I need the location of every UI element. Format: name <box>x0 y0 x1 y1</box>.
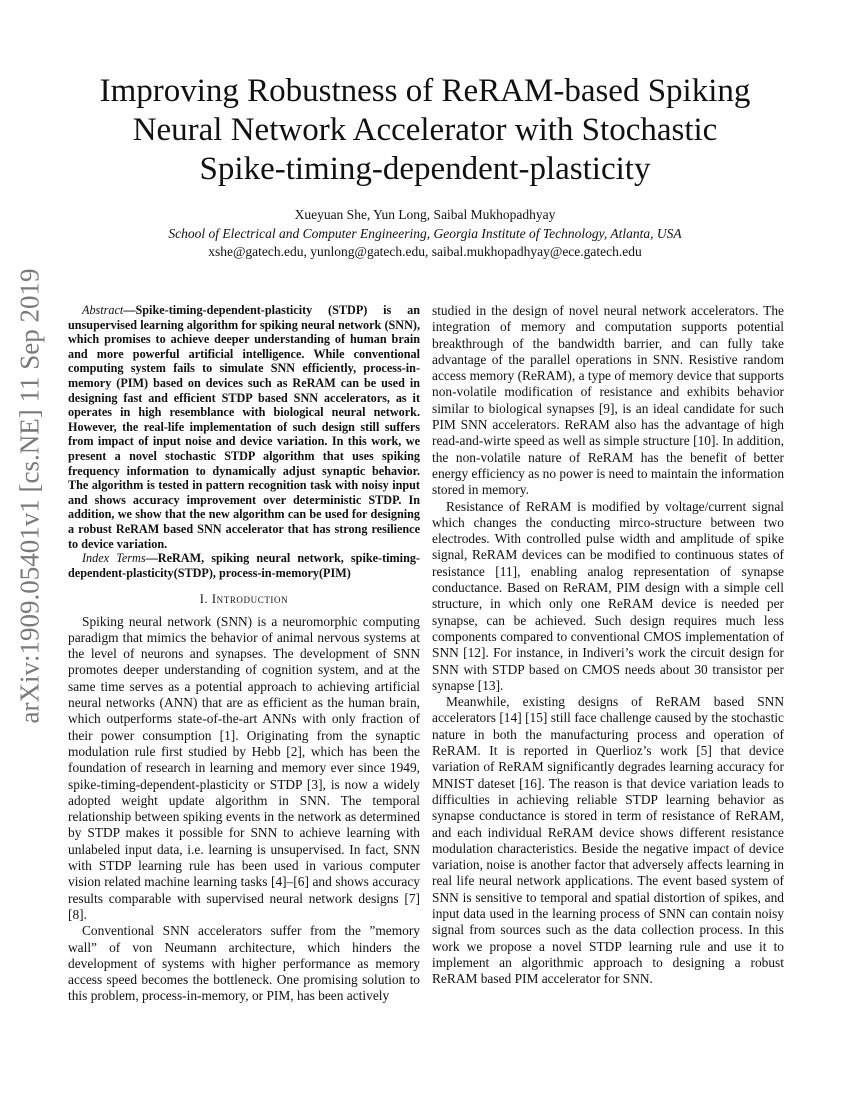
paper-title <box>60 72 790 189</box>
arxiv-stamp: arXiv:1909.05401v1 [cs.NE] 11 Sep 2019 <box>14 268 45 724</box>
paragraph: Meanwhile, existing designs of ReRAM based SNN accelerators [14] [15] still face challenge caused by the stochastic nature in both the manufacturing process and operation of ReRAM. It is reported in Querlioz’s work [5] that device variation of ReRAM significantly degrades learning accuracy for MNIST dateset [16]. The reason is that device variation leads to difficulties in achieving reliable STDP learning behavior as synapse conductance is stored in term of resistance of ReRAM, and each individual ReRAM device shows different resistance modulation characteristics. Beside the negative impact of device variation, noise is another factor that adversely affects learning in real life neural network applications. The event based system of SNN is sensitive to temporal and spatial distortion of spikes, and input data used in the learning process of SNN can contain noisy signal from sources such as the data collection process. In this work we propose a novel STDP learning rule and use it to implement an algorithmic approach to designing a robust ReRAM based PIM accelerator for SNN. <box>432 694 784 987</box>
left-column <box>68 303 420 1005</box>
affiliation: School of Electrical and Computer Engineering, Georgia Institute of Technology, Atlanta, USA <box>168 226 682 241</box>
authors: Xueyuan She, Yun Long, Saibal Mukhopadhyay <box>294 207 556 222</box>
abstract-label: Abstract <box>82 303 124 317</box>
paragraph: Conventional SNN accelerators suffer from the ”memory wall” of von Neumann architecture, which hinders the development of systems with higher performance as memory access speed becomes the bottleneck. One promising solution to this problem, process-in-memory, or PIM, has been actively <box>68 923 420 1004</box>
section-title: Introduction <box>211 592 289 607</box>
paragraph: Spiking neural network (SNN) is a neuromorphic computing paradigm that mimics the behavior of animal nervous systems at the level of neurons and synapses. The development of SNN promotes deeper understanding of cognition system, and at the same time serves as a potential approach to achieving artificial neural networks (ANN) that are as efficient as the human brain, which outperforms state-of-the-art ANNs with only fraction of their power consumption [1]. Originating from the synaptic modulation rule first studied by Hebb [2], which has been the foundation of research in learning and memory ever since 1949, spike-timing-dependent-plasticity or STDP [3], is now a widely adopted weight update algorithm in SNN. The temporal relationship between spiking events in the network as determined by STDP makes it possible for SNN to achieve learning with unlabeled input data, i.e. learning is unsupervised. In fact, SNN with STDP learning rule has been used in various computer vision related machine learning tasks [4]–[6] and shows accuracy results comparable with supervised neural network designs [7] [8]. <box>68 613 420 922</box>
right-column <box>432 303 784 987</box>
title-line-1: Improving Robustness of ReRAM-based Spiking <box>99 73 751 109</box>
abstract-text: —Spike-timing-dependent-plasticity (STDP) is an unsupervised learning algorithm for spiking neural network (SNN), which promises to achieve deeper understanding of human brain and more powerful artificial intelligence. While conventional computing system fails to simulate SNN efficiently, process-in-memory (PIM) based on devices such as ReRAM can be used in designing fast and efficient STDP based SNN accelerators, as it operates in high resemblance with biological neural network. However, the real-life implementation of such design still suffers from impact of input noise and device variation. In this work, we present a novel stochastic STDP algorithm that uses spiking frequency information to dynamically adjust synaptic behavior. The algorithm is tested in pattern recognition task with noisy input and shows accuracy improvement over deterministic STDP. In addition, we show that the new algorithm can be used for designing a robust ReRAM based SNN accelerator that has strong resilience to device variation. <box>68 303 420 551</box>
paragraph: Resistance of ReRAM is modified by voltage/current signal which changes the conducting mirco-structure between two electrodes. With controlled pulse width and amplitude of spike signal, ReRAM devices can be modified to continuous states of resistance [11], enabling analog representation of synapse conductance. Based on ReRAM, PIM design with a simple cell structure, in which only one ReRAM device is needed per synapse, can be achieved. Such design requires much less components compared to conventional CMOS implementation of SNN [12]. For instance, in Indiveri’s work the circuit design for SNN with STDP based on CMOS needs about 30 transistor per synapse [13]. <box>432 498 784 693</box>
paragraph: studied in the design of novel neural network accelerators. The integration of memory and computation supports potential breakthrough of the bandwidth barrier, and can fully take advantage of the parallel operations in SNN. Resistive random access memory (ReRAM), a type of memory device that supports non-volatile modification of resistance and exhibits behavior similar to biological synapses [9], is an ideal candidate for such PIM SNN accelerators. ReRAM also has the advantage of high read-and-wirte speed as well as simple structure [10]. In addition, the non-volatile nature of ReRAM has the benefit of better energy efficiency as no power is need to maintain the information stored in memory. <box>432 303 785 498</box>
index-terms-label: Index Terms <box>82 551 146 566</box>
section-numeral: I. <box>199 592 212 607</box>
index-terms <box>68 551 420 580</box>
emails: xshe@gatech.edu, yunlong@gatech.edu, saibal.mukhopadhyay@ece.gatech.edu <box>208 244 642 259</box>
arxiv-sidebar <box>8 268 52 724</box>
section-heading-introduction <box>68 591 420 607</box>
index-terms-text: —ReRAM, spiking neural network, spike-timing-dependent-plasticity(STDP), process-in-memory(PIM) <box>68 551 420 580</box>
abstract <box>68 303 420 551</box>
title-line-2: Neural Network Accelerator with Stochastic <box>132 112 718 148</box>
title-line-3: Spike-timing-dependent-plasticity <box>199 151 651 187</box>
